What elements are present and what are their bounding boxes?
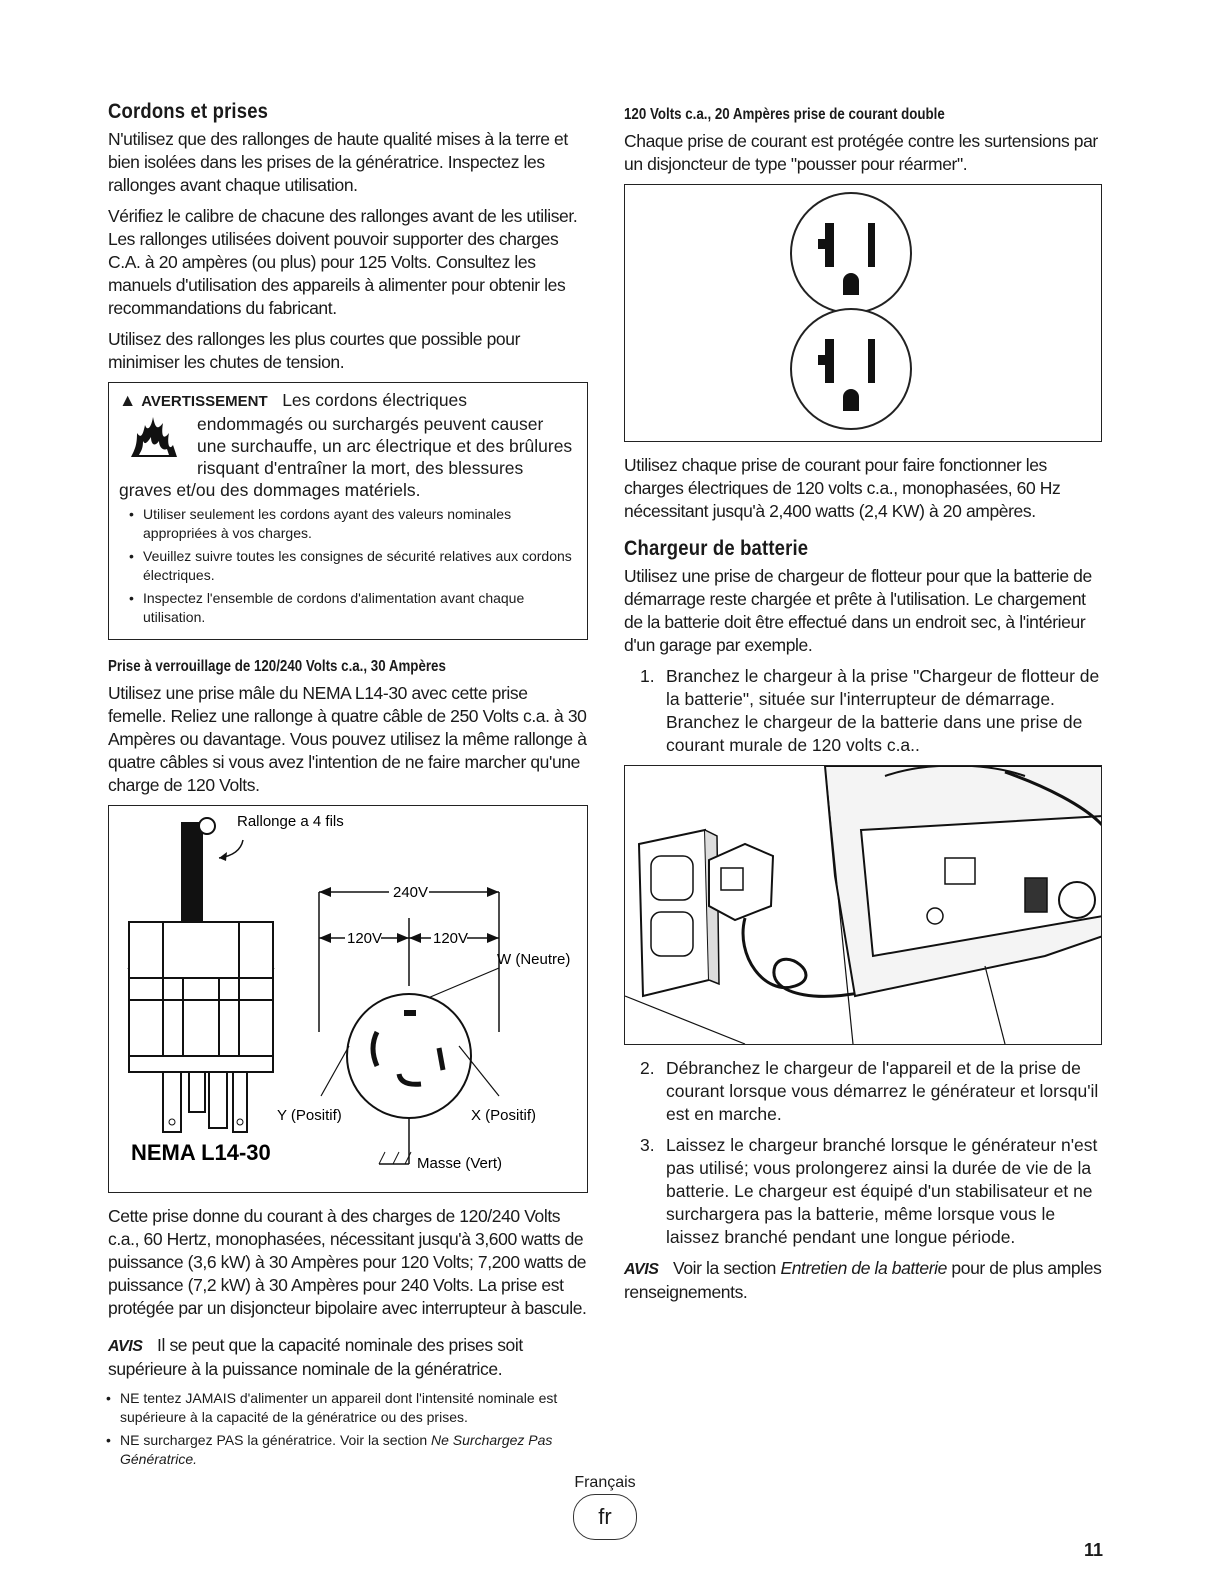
charger-adapter-icon — [709, 844, 773, 920]
charger-step: 1. Branchez le chargeur à la prise "Chargeur de flotteur de la batterie", située sur l'interrupteur de démarrage. Branchez le chargeur de la batterie dans une prise de courant murale de 120 volts c.a.. — [640, 666, 1100, 755]
charger-steps-cont — [624, 1057, 1102, 1249]
avis-label-right: AVIS — [624, 1261, 659, 1278]
left-column — [108, 100, 588, 1473]
warning-tail: graves et/ou des dommages matériels. — [119, 480, 421, 500]
avis-text-left: Il se peut que la capacité nominale des prises soit supérieure à la puissance nominale de la génératrice. — [108, 1335, 523, 1379]
wall-outlet-icon — [651, 912, 693, 956]
warning-lead: Les cordons électriques — [282, 390, 468, 410]
avis-bullet: • NE tentez JAMAIS d'alimenter un appareil dont l'intensité nominale est supérieure à la capacité de la génératrice ou des prises. — [110, 1389, 588, 1427]
voltage-120b-label: 120V — [433, 930, 469, 947]
charger-step: 2. Débranchez le chargeur de l'appareil et de la prise de courant lorsque vous démarrez le générateur et lorsqu'il est en marche. — [640, 1058, 1099, 1124]
avis-bullet: • NE surchargez PAS la génératrice. Voir la section Ne Surchargez Pas Génératrice. — [110, 1431, 588, 1469]
language-code-badge: fr — [573, 1494, 637, 1540]
warning-box — [108, 382, 588, 640]
warning-label: AVERTISSEMENT — [141, 393, 268, 410]
voltage-120a-label: 120V — [347, 930, 383, 947]
wall-outlet-icon — [651, 856, 693, 900]
cords-paragraph-2: Vérifiez le calibre de chacune des rallonges avant de les utiliser. Les rallonges utilisées doivent pouvoir supporter des charges C.A. à 20 ampères (ou plus) pour 125 Volts. Consultez les manuels d'utilisation des appareils à alimenter pour obtenir les recommandations du fabricant. — [108, 206, 578, 318]
battery-charger-svg — [625, 766, 1102, 1044]
locking-outlet-details: Cette prise donne du courant à des charges de 120/240 Volts c.a., 60 Hertz, monophasées, nécessitant jusqu'à 3,600 watts de puissance (3,6 kW) à 30 Ampères pour 120 Volts; 7,200 watts de puissance (7,2 kW) à 30 Ampères pour 240 Volts. La prise est protégée par un disjoncteur bipolaire avec interrupteur à bascule. — [108, 1206, 587, 1318]
charger-intro: Utilisez une prise de chargeur de flotteur pour que la batterie de démarrage reste chargée et prête à l'utilisation. Le chargement de la batterie doit être effectué dans un endroit sec, à l'intérieur d'un garage par exemple. — [624, 566, 1092, 655]
avis-label-left: AVIS — [108, 1338, 143, 1355]
duplex-outlet-figure — [624, 184, 1102, 442]
duplex-outlet-title: 120 Volts c.a., 20 Ampères prise de courant double — [624, 106, 945, 123]
ground-label: Masse (Vert) — [417, 1155, 503, 1172]
duplex-outlet-details: Utilisez chaque prise de courant pour faire fonctionner les charges électriques de 120 volts c.a., monophasées, 60 Hz nécessitant jusqu'à 2,400 watts (2,4 KW) à 20 ampères. — [624, 455, 1061, 521]
duplex-outlet-svg — [625, 185, 1103, 441]
cords-paragraph-1: N'utilisez que des rallonges de haute qualité mises à la terre et bien isolées dans les prises de la génératrice. Inspectez les rallonges avant chaque utilisation. — [108, 129, 568, 195]
battery-maintenance-ref: Entretien de la batterie — [780, 1258, 947, 1278]
charger-step: 3. Laissez le chargeur branché lorsque le générateur n'est pas utilisé; vous prolongerez ainsi la durée de vie de la batterie. Le chargeur est équipé d'un stabilisateur et ne surchargera pas la batterie, même lorsque vous le laissez branché pendant une longue période. — [640, 1135, 1098, 1247]
cords-paragraph-3: Utilisez des rallonges les plus courtes que possible pour minimiser les chutes de tension. — [108, 329, 521, 372]
locking-outlet-text: Utilisez une prise mâle du NEMA L14-30 avec cette prise femelle. Reliez une rallonge à quatre câble de 250 Volts c.a. à 30 Ampères ou davantage. Vous pouvez utilisez la même rallonge à quatre câbles si vous avez l'intention de ne faire marcher qu'une charge de 120 Volts. — [108, 683, 587, 795]
cord-label: Rallonge a 4 fils — [237, 813, 344, 830]
voltage-240-label: 240V — [393, 884, 429, 901]
warning-bullet: • Utiliser seulement les cordons ayant des valeurs nominales appropriées à vos charges. — [133, 505, 577, 543]
avis-bullets-left — [108, 1389, 588, 1469]
nema-model-label: NEMA L14-30 — [131, 1140, 271, 1165]
duplex-outlet-text: Chaque prise de courant est protégée contre les surtensions par un disjoncteur de type "pousser pour réarmer". — [624, 131, 1098, 174]
page-number: 11 — [1084, 1540, 1104, 1560]
warning-bullet: • Veuillez suivre toutes les consignes de sécurité relatives aux cordons électriques. — [133, 547, 577, 585]
outlet-bottom-icon — [791, 309, 911, 429]
charger-steps — [624, 665, 1102, 757]
warning-bullets — [119, 505, 577, 627]
avis-note-left — [108, 1334, 588, 1381]
section-title-charger: Chargeur de batterie — [624, 537, 809, 560]
locking-outlet-title: Prise à verrouillage de 120/240 Volts c.a., 30 Ampères — [108, 658, 446, 675]
battery-charger-figure — [624, 765, 1102, 1045]
fire-hazard-icon — [129, 415, 179, 459]
nema-l14-30-diagram — [108, 805, 588, 1193]
section-title-cords: Cordons et prises — [108, 100, 269, 123]
language-footer — [569, 1474, 641, 1540]
y-positive-label: Y (Positif) — [277, 1107, 342, 1124]
right-column — [624, 100, 1102, 1312]
warning-body: endommagés ou surchargés peuvent causer une surchauffe, un arc électrique et des brûlures risquant d'entraîner la mort, des blessures — [197, 414, 573, 478]
warning-triangle-icon: ▲ — [119, 390, 137, 410]
outlet-top-icon — [791, 193, 911, 313]
nema-diagram-svg — [109, 806, 587, 1192]
warning-bullet: • Inspectez l'ensemble de cordons d'alimentation avant chaque utilisation. — [133, 589, 577, 627]
avis-note-right: AVIS Voir la section Entretien de la batterie pour de plus amples renseignements. — [624, 1258, 1102, 1302]
neutral-label: W (Neutre) — [497, 951, 571, 968]
language-label: Français — [574, 1474, 636, 1491]
x-positive-label: X (Positif) — [471, 1107, 537, 1124]
